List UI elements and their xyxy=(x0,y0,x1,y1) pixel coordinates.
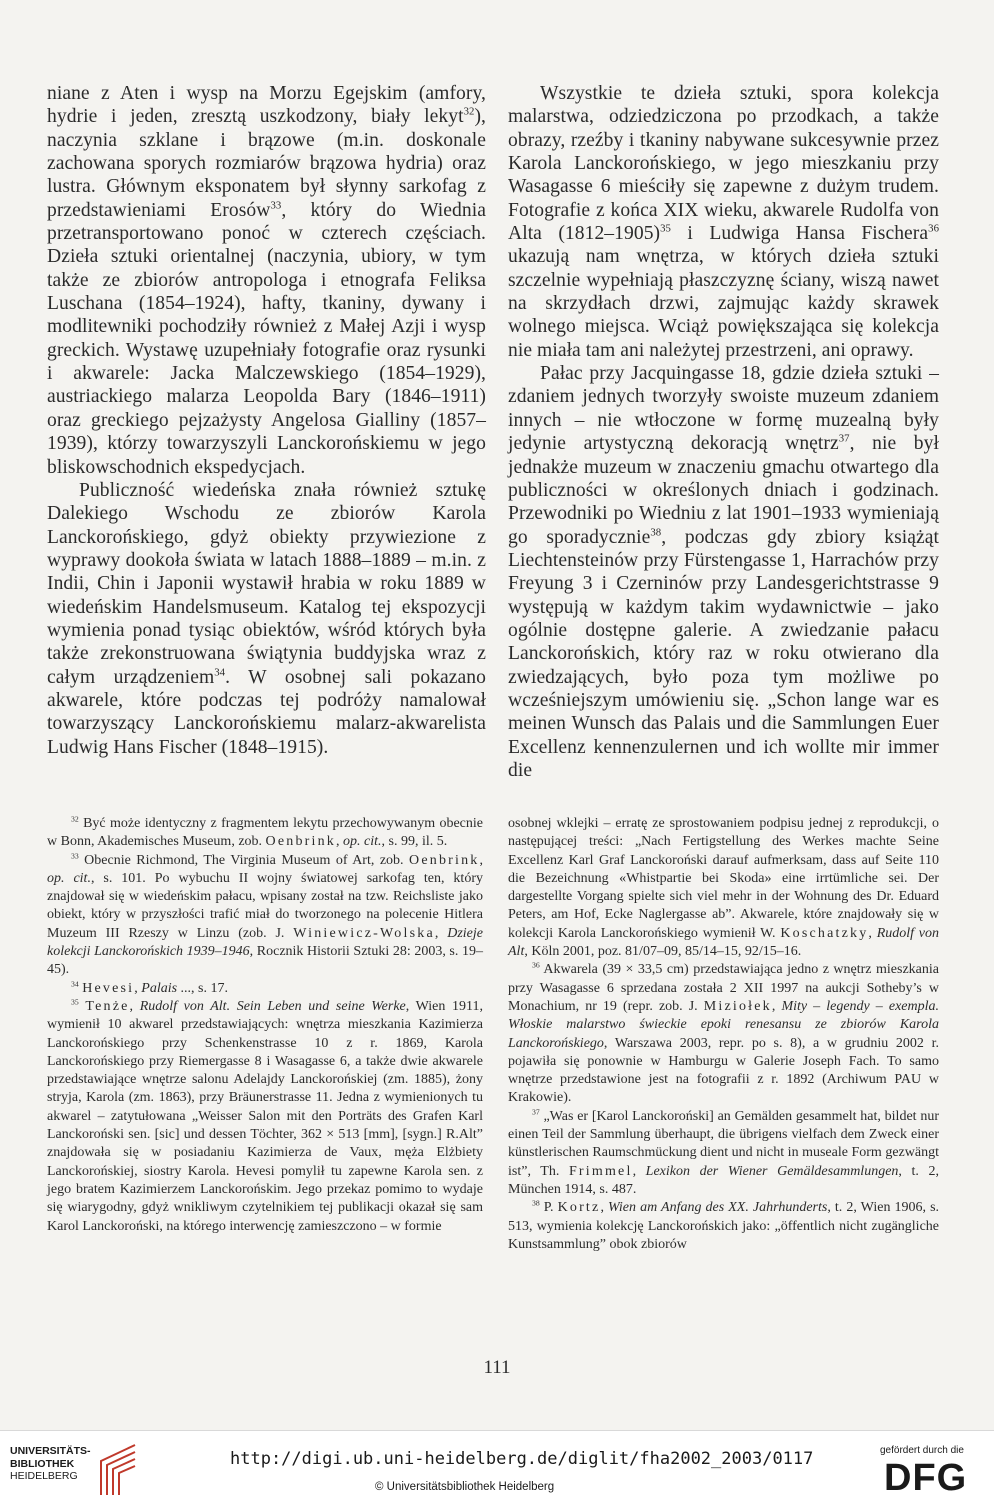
body-column-left xyxy=(47,82,486,759)
body-paragraph-left-1: niane z Aten i wysp na Morzu Egejskim (amfory, hydrie i jeden, zresztą uszkodzony, biały lekyt$^{32}$), naczynia szklane i brązowe (m.in. doskonale zachowana sporych rozmiarów brązowa hydria) oraz lustra. Głównym eksponatem był słynny sarkofag z przedstawieniami Erosów$^{33}$, który do Wiednia przetransportowano ponoć w czterech częściach. Dzieła sztuki orientalnej (naczynia, ubiory, w tym także ze zbiorów antropologa i etnografa Feliksa Luschana (1854–1924), hafty, tkaniny, dywany i modlitewniki pochodziły również z Małej Azji i wysp greckich. Wystawę uzupełniały fotografie oraz rysunki i akwarele: Jacka Malczewskiego (1854–1929), austriackiego malarza Leopolda Bary (1846–1911) oraz greckiego pejzażysty Angelosa Gialliny (1857–1939), którzy towarzyszyli Lanckorońskiemu w jego bliskowschodnich ekspedycjach. xyxy=(47,83,486,478)
dfg-logo: DFG xyxy=(884,1457,968,1499)
footnote-right-3: $^{37}$ „Was er [Karol Lanckoroński] an Gemälden gesammelt hat, bildet nur einen Teil der Sammlung überhaupt, die übrigens vielfach dem Zweck einer künstlerischen Raumschmückung dient und nicht in museale Form gezwängt ist”, Th. Frimmel, Lexikon der Wiener Gemäldesammlungen, t. 2, München 1914, s. 487. xyxy=(508,1107,940,1197)
library-name-line2: BIBLIOTHEK xyxy=(10,1457,75,1470)
footnote-right-1: osobnej wklejki – erratę ze sprostowaniem podpisu jednej z reprodukcji, o następującej treści: „Nach Fertigstellung des Werkes machte Seine Excellenz Karl Graf Lanckoroński darauf aufmerksam, dass auf Seite 110 die Bezeichnung «Whistpartie bei Skoda» eine irrtümliche sei. Der dargestellte Vorgang spielte sich viel mehr in der Wohnung des Dr. Eduard Peters, am Hof, Ecke Naglergasse ab”. Akwarele, które znajdowały się w kolekcji Karola Lanckorońskiego wymienił W. Koschatzky, Rudolf von Alt, Köln 2001, poz. 81/07–09, 85/14–15, 92/15–16. xyxy=(508,816,940,960)
body-column-right xyxy=(508,82,939,782)
footnotes-column-left xyxy=(47,815,483,1236)
footnote-left-3: $^{34}$ Hevesi, Palais ..., s. 17. xyxy=(71,979,228,996)
body-paragraph-right-2: Pałac przy Jacquingasse 18, gdzie dzieła sztuki – zdaniem jednych tworzyły swoiste muzeum zdaniem innych – nie wtłoczone w formę muzealną były jedynie artystyczną dekoracją wnętrz$^{37}$, nie był jednakże muzeum w znaczeniu gmachu otwartego dla publiczności w określonych dniach i godzinach. Przewodniki po Wiedniu z lat 1901–1933 wymieniają go sporadycznie$^{38}$, podczas gdy zbiory książąt Liechtensteinów przy Fürstengasse 1, Harrachów przy Freyung 3 i Czerninów przy Landesgerichtstrasse 9 występują w każdym takim wydawnictwie – jako ogólnie dostępne galerie. A zwiedzanie pałacu Lanckorońskich, który raz w roku otwierano dla zwiedzających, było poza tym możliwe po wcześniejszym umówieniu się. „Schon lange war es meinen Wunsch das Palais und die Sammlungen Euer Excellenz kennenzulernen und ich wollte mir immer die xyxy=(508,363,939,781)
footnote-left-4: $^{35}$ Tenże, Rudolf von Alt. Sein Leben und seine Werke, Wien 1911, wymienił 10 akwarel przedstawiających: wnętrza mieszkania Kazimierza Lanckorońskiego przy Schenkenstrasse 10 z r. 1869, Karola Lanckorońskiego przy Riemergasse 8 i Wasagasse 6, a także dwie akwarele przedstawiające wnętrze salonu Adelajdy Lanckorońskiej (zm. 1885), żony stryja, Karola (zm. 1863), przy Bräunerstrasse 11. Jedna z wymienionych tu akwarel – zatytułowana „Weisser Salon mit den Porträts des Grafen Karl Lanckoroński sen. [sic] und dessen Töchter, 362 × 513 [mm], [sygn.] R.Alt” znajdowała się w posiadaniu Kazimierza de Vaux, męża Elżbiety Lanckorońskiej, siostry Karola. Hevesi pomylił tu zapewne Karola sen. z jego bratem Kazimierzem Lanckorońskim. Jego przekaz pomimo to wydaje się wiarygodny, gdyż wnikliwym czytelnikiem tej publikacji okazał się sam Karol Lanckoroński, na którego interwencję zamieszczono – w formie xyxy=(47,997,484,1234)
footnote-right-2: $^{36}$ Akwarela (39 × 33,5 cm) przedstawiająca jedno z wnętrz mieszkania przy Wasagasse 6 sprzedana została 2 XII 1997 na aukcji Sotheby’s w Monachium, nr 19 (repr. zob. J. Miziołek, Mity – legendy – exempla. Włoskie malarstwo świeckie epoki renesansu ze zbiorów Karola Lanckorońskiego, Warszawa 2003, repr. po s. 8), a w grudniu 2002 r. pojawiła się ponownie w Hamburgu w Galerie Joseph Fach. To samo wnętrze przedstawione jest na fotografii z r. 1892 (Archiwum PAU w Krakowie). xyxy=(508,961,939,1106)
copyright-notice: © Universitätsbibliothek Heidelberg xyxy=(375,1481,555,1493)
footnote-left-1: $^{32}$ Być może identyczny z fragmentem lekytu przechowywanym obecnie w Bonn, Akademisches Museum, zob. Oenbrink, op. cit., s. 99, il. 5. xyxy=(47,814,483,850)
page-number: 111 xyxy=(483,1357,511,1378)
page-url-link[interactable]: http://digi.ub.uni-heidelberg.de/diglit/fha2002_2003/0117 xyxy=(230,1449,814,1469)
footnote-right-4: $^{38}$ P. Kortz, Wien am Anfang des XX. Jahrhunderts, t. 2, Wien 1906, s. 513, wymienia kolekcję Lanckorońskich jako: „öffentlich nicht zugängliche Kunstsammlung” obok zbiorów xyxy=(508,1198,940,1252)
library-logo-icon xyxy=(95,1439,141,1499)
footer-bar xyxy=(0,1430,994,1506)
body-paragraph-left-2: Publiczność wiedeńska znała również sztukę Dalekiego Wschodu ze zbiorów Karola Lanckorońskiego, gdyż obiekty przywiezione z wyprawy dookoła świata w latach 1888–1889 – m.in. z Indii, Chin i Japonii wystawił hrabia w roku 1889 w wiedeńskim Handelsmuseum. Katalog tej ekspozycji wymienia ponad tysiąc obiektów, wśród których była także zrekonstruowana świątynia buddyjska wraz z całym urządzeniem$^{34}$. W osobnej sali pokazano akwarele, które podczas tej podróży namalował towarzyszący Lanckorońskiemu malarz-akwarelista Ludwig Hans Fischer (1848–1915). xyxy=(47,479,486,758)
footnote-left-2: $^{33}$ Obecnie Richmond, The Virginia Museum of Art, zob. Oenbrink, op. cit., s. 101. Po wybuchu II wojny światowej sarkofag ten, który znajdował się w wiedeńskim pałacu, wpisany został na tzw. Reichsliste jako obiekt, który w przyszłości trafić miał do tworzonego na polecenie Hitlera Muzeum III Rzeszy w Linzu (zob. J. Winiewicz-Wolska, Dzieje kolekcji Lanckorońskich 1939–1946, Rocznik Historii Sztuki 28: 2003, s. 19–45). xyxy=(47,851,483,978)
funder-caption: gefördert durch die xyxy=(880,1445,964,1456)
library-name-line3: HEIDELBERG xyxy=(10,1470,78,1482)
library-logo-text xyxy=(10,1445,91,1483)
library-name-line1: UNIVERSITÄTS- xyxy=(10,1445,91,1457)
body-paragraph-right-1: Wszystkie te dzieła sztuki, spora kolekcja malarstwa, odziedziczona po przodkach, a także obrazy, rzeźby i tkaniny nabywane sukcesywnie przez Karola Lanckorońskiego, w jego mieszkaniu przy Wasagasse 6 mieściły się zapewne z dużym trudem. Fotografie z końca XIX wieku, akwarele Rudolfa von Alta (1812–1905)$^{35}$ i Ludwiga Hansa Fischera$^{36}$ ukazują nam wnętrza, w których dzieła sztuki szczelnie wypełniają płaszczyznę ściany, wiszą nawet na skrzydłach drzwi, zajmując każdy skrawek wolnego miejsca. Wciąż powiększająca się kolekcja nie miała tam ani należytej przestrzeni, ani oprawy. xyxy=(508,83,940,361)
footnotes-column-right xyxy=(508,815,939,1254)
